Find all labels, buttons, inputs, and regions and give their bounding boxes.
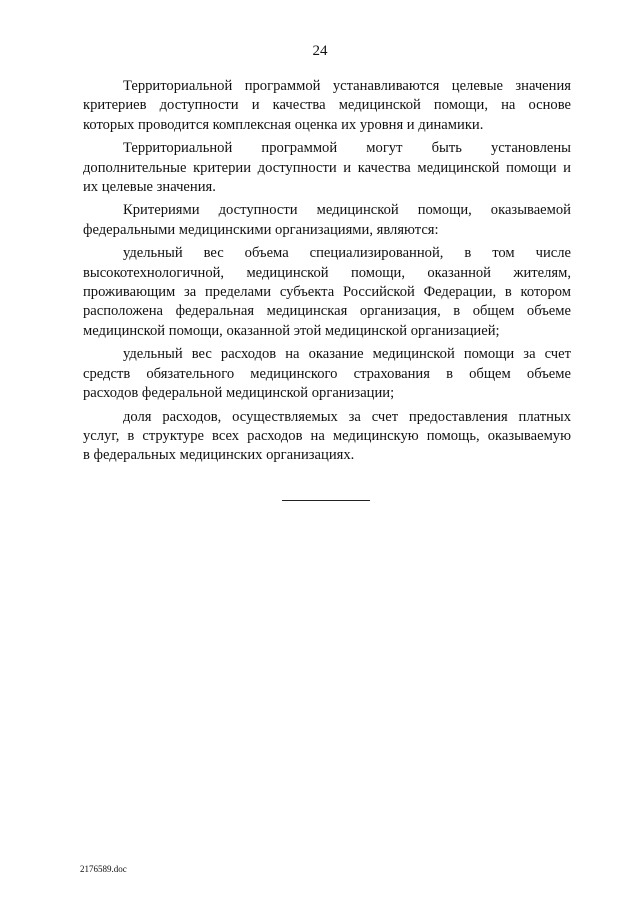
text-line: федеральными медицинскими организациями, являются: bbox=[83, 221, 439, 238]
paragraph-additional-criteria bbox=[83, 139, 571, 197]
text-line: проживающим за пределами субъекта Российской Федерации, в котором bbox=[83, 284, 571, 301]
text-line: медицинской помощи, оказанной этой медицинской организацией; bbox=[83, 322, 500, 339]
text-line: удельный вес расходов на оказание медицинской помощи за счет bbox=[123, 346, 571, 363]
criterion-oms-expenses-share bbox=[83, 345, 571, 403]
text-line: Территориальной программой могут быть установлены bbox=[123, 140, 571, 157]
text-line: в федеральных медицинских организациях. bbox=[83, 447, 355, 464]
text-line: удельный вес объема специализированной, в том числе bbox=[123, 245, 571, 262]
text-line: которых проводится комплексная оценка их уровня и динамики. bbox=[83, 116, 484, 133]
paragraph-federal-criteria-intro bbox=[83, 201, 571, 240]
paragraph-target-values bbox=[83, 77, 571, 135]
criterion-paid-services-share bbox=[83, 408, 571, 466]
text-line: расположена федеральная медицинская организация, в общем объеме bbox=[83, 303, 571, 320]
text-line: услуг, в структуре всех расходов на медицинскую помощь, оказываемую bbox=[83, 427, 571, 444]
document-body bbox=[83, 77, 571, 470]
text-line: дополнительные критерии доступности и качества медицинской помощи и bbox=[83, 159, 571, 176]
text-line: критериев доступности и качества медицинской помощи, на основе bbox=[83, 97, 571, 114]
page-number: 24 bbox=[312, 43, 328, 59]
text-line: расходов федеральной медицинской организации; bbox=[83, 385, 395, 402]
end-of-text-divider bbox=[282, 500, 370, 501]
text-line: Критериями доступности медицинской помощи, оказываемой bbox=[123, 202, 571, 219]
text-line: средств обязательного медицинского страхования в общем объеме bbox=[83, 365, 571, 382]
text-line: их целевые значения. bbox=[83, 179, 216, 196]
text-line: Территориальной программой устанавливаются целевые значения bbox=[123, 78, 571, 94]
text-line: доля расходов, осуществляемых за счет предоставления платных bbox=[123, 408, 571, 425]
text-line: высокотехнологичной, медицинской помощи, оказанной жителям, bbox=[83, 264, 571, 281]
criterion-specialized-care-share bbox=[83, 244, 571, 341]
footer-file-name: 2176589.doc bbox=[80, 864, 127, 874]
